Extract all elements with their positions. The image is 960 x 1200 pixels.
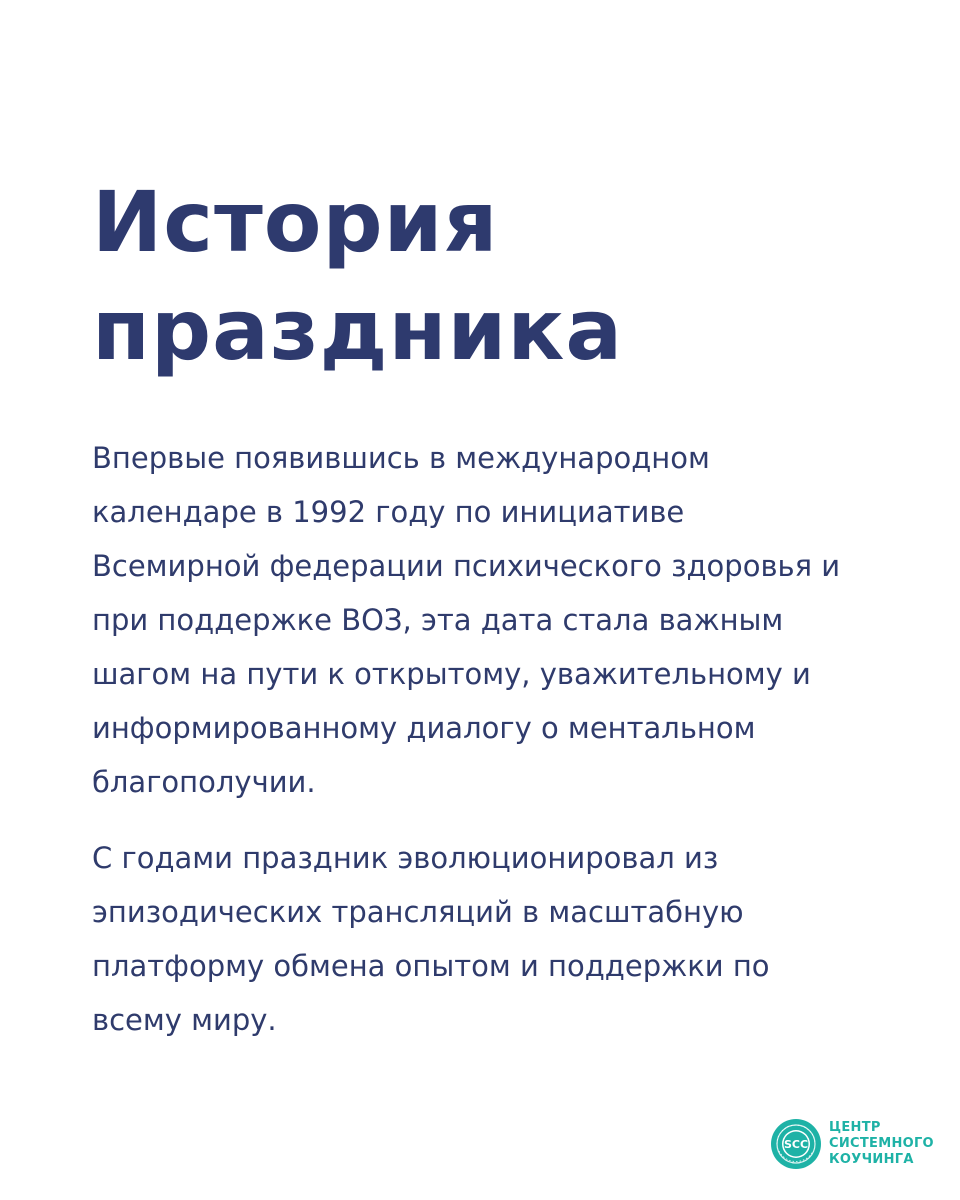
evolution-paragraph <box>92 831 892 1047</box>
logo-line: КОУЧИНГА <box>829 1152 914 1167</box>
logo-line: СИСТЕМНОГО <box>829 1136 934 1151</box>
title-line-2: праздника <box>92 281 624 379</box>
history-paragraph <box>92 431 892 809</box>
paragraph-line: информированному диалогу о ментальном <box>92 711 756 745</box>
paragraph-line: эпизодических трансляций в масштабную <box>92 895 744 929</box>
paragraph-line: календаре в 1992 году по инициативе <box>92 495 685 529</box>
company-logo <box>770 1118 934 1170</box>
logo-wordmark <box>829 1120 934 1168</box>
paragraph-line: всему миру. <box>92 1003 277 1037</box>
page-title <box>92 168 623 384</box>
paragraph-line: С годами праздник эволюционировал из <box>92 841 719 875</box>
logo-line: ЦЕНТР <box>829 1120 881 1135</box>
paragraph-line: шагом на пути к открытому, уважительному и <box>92 657 811 691</box>
paragraph-line: Всемирной федерации психического здоровья и <box>92 549 841 583</box>
paragraph-line: Впервые появившись в международном <box>92 441 710 475</box>
scc-coaching-emblem-icon <box>770 1118 822 1170</box>
paragraph-line: при поддержке ВОЗ, эта дата стала важным <box>92 603 784 637</box>
title-line-1: История <box>92 173 499 271</box>
paragraph-line: платформу обмена опытом и поддержки по <box>92 949 770 983</box>
emblem-text: SCC <box>783 1138 809 1151</box>
paragraph-line: благополучии. <box>92 765 316 799</box>
